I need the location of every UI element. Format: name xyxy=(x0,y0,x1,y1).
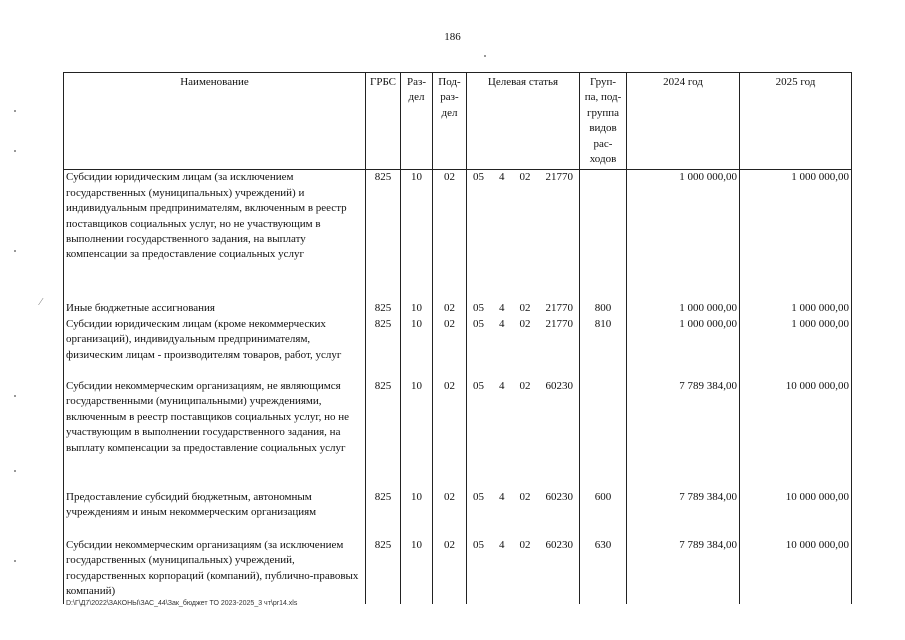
row-2025: 10 000 000,00 xyxy=(740,538,852,604)
table-row xyxy=(64,538,852,604)
scan-speck xyxy=(484,55,486,57)
row-group: 630 xyxy=(580,538,627,604)
row-target xyxy=(467,317,580,379)
row-2024: 7 789 384,00 xyxy=(627,490,740,538)
cs-event: 02 xyxy=(519,538,531,551)
cs-direction: 21770 xyxy=(545,171,573,184)
row-2024: 1 000 000,00 xyxy=(627,170,740,301)
header-row xyxy=(64,73,852,170)
row-2025: 1 000 000,00 xyxy=(740,170,852,301)
row-razdel: 10 xyxy=(401,317,433,379)
row-name: Субсидии юридическим лицам (кроме некоммерческих организаций), индивидуальным предпринимателям, физическим лицам - производителям товаров, работ, услуг xyxy=(64,317,366,379)
scan-speck xyxy=(14,470,16,472)
row-group: 810 xyxy=(580,317,627,379)
row-name: Предоставление субсидий бюджетным, автономным учреждениям и иным некоммерческим организациям xyxy=(64,490,366,538)
row-2025: 1 000 000,00 xyxy=(740,301,852,317)
col-header-name: Наименование xyxy=(64,73,366,170)
row-2025: 10 000 000,00 xyxy=(740,490,852,538)
cs-event: 02 xyxy=(519,379,531,392)
page-number: 186 xyxy=(444,31,461,43)
table-row xyxy=(64,301,852,317)
row-razdel: 10 xyxy=(401,379,433,490)
row-name: Субсидии юридическим лицам (за исключением государственных (муниципальных) учреждений) и индивидуальным предпринимателям, включенным в реестр поставщиков социальных услуг, но не участвующим в выполнении государственного задания, на выплату компенсации за предоставление социальных услуг xyxy=(64,170,366,301)
row-podrazdel: 02 xyxy=(433,490,467,538)
row-name: Субсидии некоммерческим организациям, не являющимся государственными (муниципальными) учреждениями, включенным в реестр поставщиков социальных услуг, но не участвующим в выполнении государственного задания, на выплату компенсации за предоставление социальных услуг xyxy=(64,379,366,490)
row-target xyxy=(467,170,580,301)
row-group: 600 xyxy=(580,490,627,538)
col-header-grbs: ГРБС xyxy=(366,73,401,170)
col-header-target: Целевая статья xyxy=(467,73,580,170)
row-razdel: 10 xyxy=(401,490,433,538)
row-name: Субсидии некоммерческим организациям (за исключением государственных (муниципальных) учреждений, государственных корпораций (компаний), публично-правовых компаний) xyxy=(64,538,366,604)
col-header-2025: 2025 год xyxy=(740,73,852,170)
row-razdel: 10 xyxy=(401,301,433,317)
row-group: 800 xyxy=(580,301,627,317)
cs-program: 05 xyxy=(473,301,484,314)
scan-speck xyxy=(14,150,16,152)
cs-program: 05 xyxy=(473,490,484,503)
table-row xyxy=(64,170,852,301)
cs-direction: 21770 xyxy=(545,317,573,330)
row-group xyxy=(580,379,627,490)
cs-subprogram: 4 xyxy=(499,317,505,330)
col-header-2024: 2024 год xyxy=(627,73,740,170)
row-grbs: 825 xyxy=(366,301,401,317)
cs-subprogram: 4 xyxy=(499,490,505,503)
row-grbs: 825 xyxy=(366,170,401,301)
row-2024: 7 789 384,00 xyxy=(627,379,740,490)
row-podrazdel: 02 xyxy=(433,317,467,379)
row-target xyxy=(467,301,580,317)
cs-direction: 60230 xyxy=(545,379,573,392)
cs-subprogram: 4 xyxy=(499,379,505,392)
row-razdel: 10 xyxy=(401,170,433,301)
row-group xyxy=(580,170,627,301)
row-podrazdel: 02 xyxy=(433,170,467,301)
cs-direction: 60230 xyxy=(545,538,573,551)
cs-event: 02 xyxy=(519,171,531,184)
scan-speck xyxy=(14,110,16,112)
row-podrazdel: 02 xyxy=(433,538,467,604)
cs-event: 02 xyxy=(519,301,531,314)
row-2024: 1 000 000,00 xyxy=(627,301,740,317)
table-row xyxy=(64,317,852,379)
cs-event: 02 xyxy=(519,317,531,330)
scan-speck xyxy=(14,250,16,252)
cs-subprogram: 4 xyxy=(499,171,505,184)
row-name: Иные бюджетные ассигнования xyxy=(64,301,366,317)
row-razdel: 10 xyxy=(401,538,433,604)
row-2025: 10 000 000,00 xyxy=(740,379,852,490)
col-header-group: Груп- па, под- группа видов рас- ходов xyxy=(580,73,627,170)
row-podrazdel: 02 xyxy=(433,379,467,490)
cs-program: 05 xyxy=(473,317,484,330)
table-row xyxy=(64,379,852,490)
cs-direction: 60230 xyxy=(545,490,573,503)
scan-speck xyxy=(14,560,16,562)
cs-program: 05 xyxy=(473,379,484,392)
cs-program: 05 xyxy=(473,171,484,184)
table-row xyxy=(64,490,852,538)
cs-direction: 21770 xyxy=(545,301,573,314)
row-grbs: 825 xyxy=(366,317,401,379)
row-target xyxy=(467,538,580,604)
row-grbs: 825 xyxy=(366,490,401,538)
cs-program: 05 xyxy=(473,538,484,551)
row-2025: 1 000 000,00 xyxy=(740,317,852,379)
row-grbs: 825 xyxy=(366,538,401,604)
row-2024: 1 000 000,00 xyxy=(627,317,740,379)
pen-mark: ⁄ xyxy=(40,297,42,308)
col-header-podrazdel: Под- раз- дел xyxy=(433,73,467,170)
col-header-razdel: Раз- дел xyxy=(401,73,433,170)
row-2024: 7 789 384,00 xyxy=(627,538,740,604)
budget-table xyxy=(63,72,852,604)
file-path-footer: D:\Г\Д7\2022\ЗАКОНЫ\ЗАС_44\Зак_бюджет ТО 2023-2025_3 чт\pr14.xls xyxy=(66,600,298,607)
row-grbs: 825 xyxy=(366,379,401,490)
row-target xyxy=(467,490,580,538)
row-target xyxy=(467,379,580,490)
row-podrazdel: 02 xyxy=(433,301,467,317)
cs-subprogram: 4 xyxy=(499,538,505,551)
scan-speck xyxy=(14,395,16,397)
cs-event: 02 xyxy=(519,490,531,503)
cs-subprogram: 4 xyxy=(499,301,505,314)
